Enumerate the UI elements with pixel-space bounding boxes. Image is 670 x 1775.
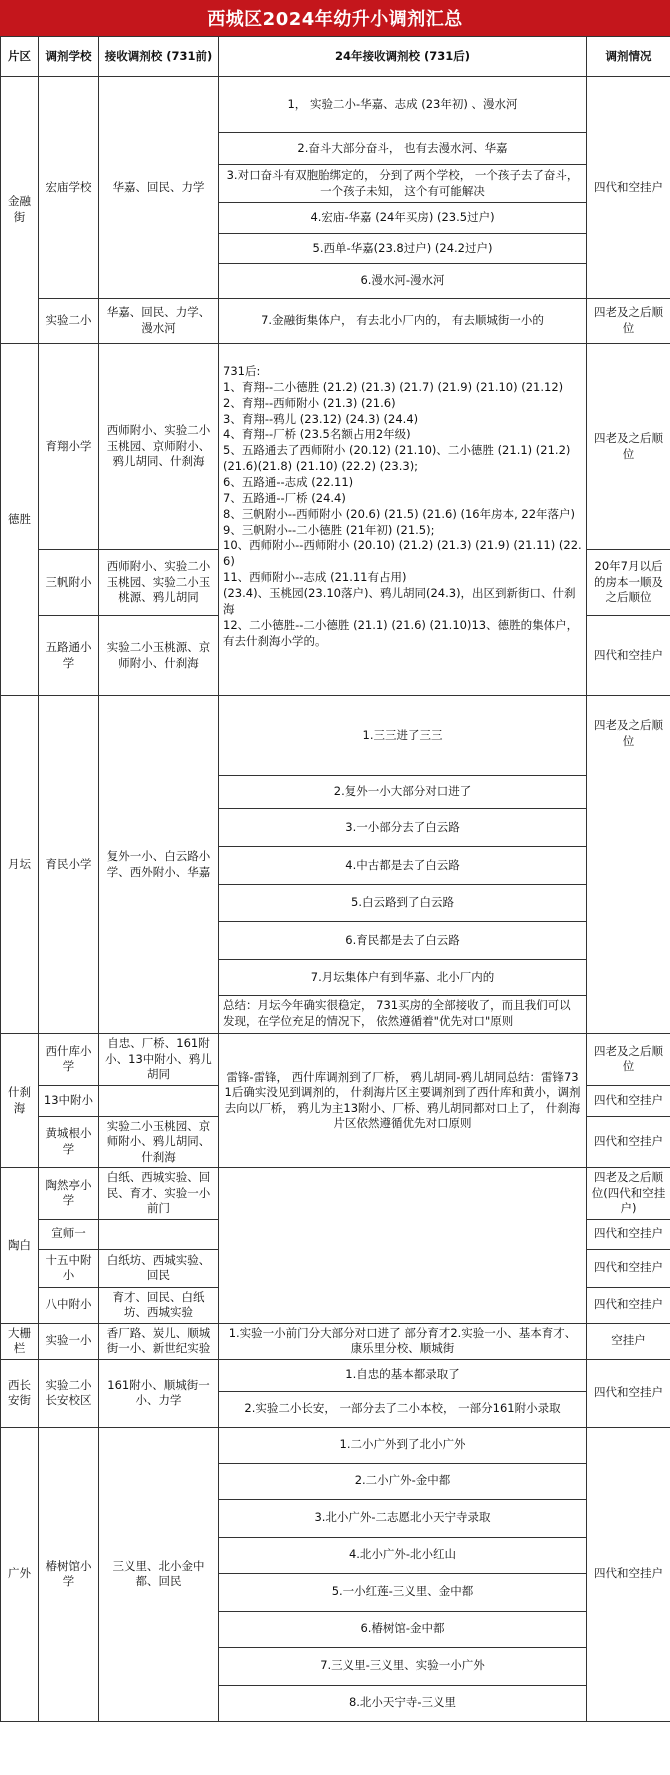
status-cell: 四代和空挂户	[587, 1359, 670, 1427]
school-cell: 八中附小	[39, 1287, 99, 1323]
status-cell: 四代和空挂户	[587, 1219, 670, 1249]
school-cell: 实验二小长安校区	[39, 1359, 99, 1427]
receive-cell: 161附小、顺城街一小、力学	[99, 1359, 219, 1427]
after-cell: 8.北小天宁寺-三义里	[219, 1685, 587, 1721]
table-row	[1, 1427, 670, 1463]
school-cell: 黄城根小学	[39, 1116, 99, 1168]
after-line: 4、育翔--厂桥 (23.5名额占用2年级)	[223, 427, 411, 442]
after-cell: 6.椿树馆-金中都	[219, 1611, 587, 1647]
after-cell: 2.奋斗大部分奋斗， 也有去漫水河、华嘉	[219, 133, 587, 165]
after-line: 6、五路通--志成 (22.11)	[223, 475, 354, 490]
school-cell: 西什库小学	[39, 1034, 99, 1086]
header-district: 片区	[1, 37, 39, 77]
status-cell: 四代和空挂户	[587, 1085, 670, 1116]
status-cell: 四代和空挂户	[587, 1287, 670, 1323]
after-line: 731后:	[223, 364, 261, 378]
receive-cell: 华嘉、回民、力学、漫水河	[99, 299, 219, 344]
school-cell: 实验一小	[39, 1323, 99, 1359]
after-line: 12、二小德胜--二小德胜 (21.1) (21.6) (21.10)13、德胜的集体户， 有去什刹海小学的。	[223, 617, 579, 648]
school-cell: 宣师一	[39, 1219, 99, 1249]
after-cell: 1.自忠的基本都录取了	[219, 1359, 587, 1391]
after-cell: 2.复外一小大部分对口进了	[219, 776, 587, 809]
after-cell: 1.二小广外到了北小广外	[219, 1427, 587, 1463]
after-cell: 5.白云路到了白云路	[219, 885, 587, 922]
after-cell: 3.一小部分去了白云路	[219, 809, 587, 847]
receive-cell: 香厂路、炭儿、顺城街一小、新世纪实验	[99, 1323, 219, 1359]
table-row	[1, 1323, 670, 1359]
after-cell-desheng	[219, 344, 587, 696]
school-cell: 实验二小	[39, 299, 99, 344]
status-cell: 四代和空挂户	[587, 1116, 670, 1168]
status-cell: 四老及之后顺位(四代和空挂户)	[587, 1168, 670, 1220]
after-cell: 7.金融街集体户， 有去北小厂内的， 有去顺城街一小的	[219, 299, 587, 344]
receive-cell: 复外一小、白云路小学、西外附小、华嘉	[99, 696, 219, 1034]
receive-cell: 华嘉、回民、力学	[99, 77, 219, 299]
after-line: 3、育翔--鸦儿 (23.12) (24.3) (24.4)	[223, 411, 419, 426]
receive-cell: 西师附小、实验二小玉桃园、京师附小、鸦儿胡同、什刹海	[99, 344, 219, 550]
page-title: 西城区2024年幼升小调剂汇总	[0, 0, 670, 36]
receive-cell: 自忠、厂桥、161附小、13中附小、鸦儿胡同	[99, 1034, 219, 1086]
after-line: 10、西师附小--西师附小 (20.10) (21.2) (21.3) (21.9) (21.11) (22.6)	[223, 538, 582, 569]
school-cell: 陶然亭小学	[39, 1168, 99, 1220]
status-cell: 四代和空挂户	[587, 616, 670, 696]
receive-cell: 实验二小玉桃园、京师附小、鸦儿胡同、什刹海	[99, 1116, 219, 1168]
after-cell: 2.二小广外-金中都	[219, 1463, 587, 1499]
receive-cell: 育才、回民、白纸坊、西城实验	[99, 1287, 219, 1323]
status-cell: 四老及之后顺位	[587, 344, 670, 550]
after-cell: 5.西单-华嘉(23.8过户) (24.2过户)	[219, 234, 587, 264]
district-cell: 广外	[1, 1427, 39, 1721]
table-row	[1, 299, 670, 344]
district-cell: 西长安街	[1, 1359, 39, 1427]
table-row	[1, 1359, 670, 1391]
after-cell: 4.北小广外-北小红山	[219, 1537, 587, 1573]
after-cell: 6.育民都是去了白云路	[219, 922, 587, 960]
status-cell: 四代和空挂户	[587, 77, 670, 299]
status-cell: 四代和空挂户	[587, 1427, 670, 1721]
status-cell: 四老及之后顺位	[587, 1034, 670, 1086]
header-row	[1, 37, 670, 77]
district-cell: 金融街	[1, 77, 39, 344]
after-line: (23.4)、玉桃园(23.10落户)、鸦儿胡同(24.3)，出区到新街口、什刹海	[223, 586, 576, 616]
after-line: (21.6)(21.8) (21.10) (22.2) (23.3);	[223, 459, 419, 474]
after-line: 11、西师附小--志成 (21.11有占用)	[223, 570, 407, 585]
school-cell: 13中附小	[39, 1085, 99, 1116]
after-line: 9、三帆附小--二小德胜 (21年初) (21.5);	[223, 522, 435, 537]
header-school: 调剂学校	[39, 37, 99, 77]
school-cell: 宏庙学校	[39, 77, 99, 299]
after-cell: 1， 实验二小-华嘉、志成 (23年初) 、漫水河	[219, 77, 587, 133]
after-cell: 2.实验二小长安， 一部分去了二小本校， 一部分161附小录取	[219, 1391, 587, 1427]
district-cell: 月坛	[1, 696, 39, 1034]
district-cell: 大栅栏	[1, 1323, 39, 1359]
status-cell: 四代和空挂户	[587, 1249, 670, 1287]
status-cell: 四老及之后顺位	[587, 299, 670, 344]
receive-cell: 三义里、北小金中都、回民	[99, 1427, 219, 1721]
after-cell: 1.三三进了三三	[219, 696, 587, 776]
after-line: 1、育翔--二小德胜 (21.2) (21.3) (21.7) (21.9) (21.10) (21.12)	[223, 379, 564, 394]
school-cell: 五路通小学	[39, 616, 99, 696]
status-cell: 四老及之后顺位	[587, 696, 670, 1034]
summary-cell: 总结：月坛今年确实很稳定， 731买房的全部接收了，而且我们可以发现，在学位充足的情况下， 依然遵循着"优先对口"原则	[219, 996, 587, 1034]
after-cell: 5.一小红莲-三义里、金中都	[219, 1573, 587, 1611]
after-cell: 4.中古都是去了白云路	[219, 847, 587, 885]
table-row	[1, 1034, 670, 1086]
receive-cell: 西师附小、实验二小玉桃园、实验二小玉桃源、鸦儿胡同	[99, 550, 219, 616]
school-cell: 育民小学	[39, 696, 99, 1034]
school-cell: 三帆附小	[39, 550, 99, 616]
after-cell: 4.宏庙-华嘉 (24年买房) (23.5过户)	[219, 203, 587, 234]
table-row	[1, 1168, 670, 1220]
after-cell: 3.北小广外-二志愿北小天宁寺录取	[219, 1499, 587, 1537]
receive-cell: 实验二小玉桃源、京师附小、什刹海	[99, 616, 219, 696]
status-cell: 空挂户	[587, 1323, 670, 1359]
after-cell: 3.对口奋斗有双胞胎绑定的， 分到了两个学校， 一个孩子去了奋斗， 一个孩子未知， 这个有可能解决	[219, 165, 587, 203]
receive-cell	[99, 1219, 219, 1249]
school-cell: 椿树馆小学	[39, 1427, 99, 1721]
after-line: 2、育翔--西师附小 (21.3) (21.6)	[223, 395, 396, 410]
summary-table	[0, 36, 670, 1722]
table-row	[1, 77, 670, 133]
header-status: 调剂情况	[587, 37, 670, 77]
school-cell: 十五中附小	[39, 1249, 99, 1287]
district-cell: 什刹海	[1, 1034, 39, 1168]
status-cell: 20年7月以后的房本一顺及之后顺位	[587, 550, 670, 616]
after-cell: 1.实验一小前门分大部分对口进了 部分育才2.实验一小、基本育才、康乐里分校、顺城街	[219, 1323, 587, 1359]
after-cell: 6.漫水河-漫水河	[219, 264, 587, 299]
district-cell: 陶白	[1, 1168, 39, 1324]
after-line: 7、五路通--厂桥 (24.4)	[223, 490, 346, 505]
header-receive-before: 接收调剂校 (731前)	[99, 37, 219, 77]
header-receive-after: 24年接收调剂校 (731后)	[219, 37, 587, 77]
after-line: 5、五路通去了西师附小 (20.12) (21.10)、二小德胜 (21.1) (21.2)	[223, 443, 571, 458]
after-line: 8、三帆附小--西师附小 (20.6) (21.5) (21.6) (16年房本, 22年落户)	[223, 506, 576, 521]
school-cell: 育翔小学	[39, 344, 99, 550]
district-cell: 德胜	[1, 344, 39, 696]
receive-cell: 白纸坊、西城实验、回民	[99, 1249, 219, 1287]
after-cell: 雷锋-雷锋， 西什库调剂到了厂桥， 鸦儿胡同-鸦儿胡同总结：雷锋731后确实没见到调剂的， 什刹海片区主要调剂到了西什库和黄小，调剂去向以厂桥， 鸦儿为主13附小、厂桥、鸦儿胡同都对口上了， 什刹海片区依然遵循优先对口原则	[219, 1034, 587, 1168]
after-cell: 7.月坛集体户有到华嘉、北小厂内的	[219, 960, 587, 996]
after-cell: 7.三义里-三义里、实验一小广外	[219, 1647, 587, 1685]
receive-cell	[99, 1085, 219, 1116]
after-cell-empty	[219, 1168, 587, 1324]
receive-cell: 白纸、西城实验、回民、育才、实验一小前门	[99, 1168, 219, 1220]
table-row	[1, 696, 670, 776]
table-row	[1, 344, 670, 550]
